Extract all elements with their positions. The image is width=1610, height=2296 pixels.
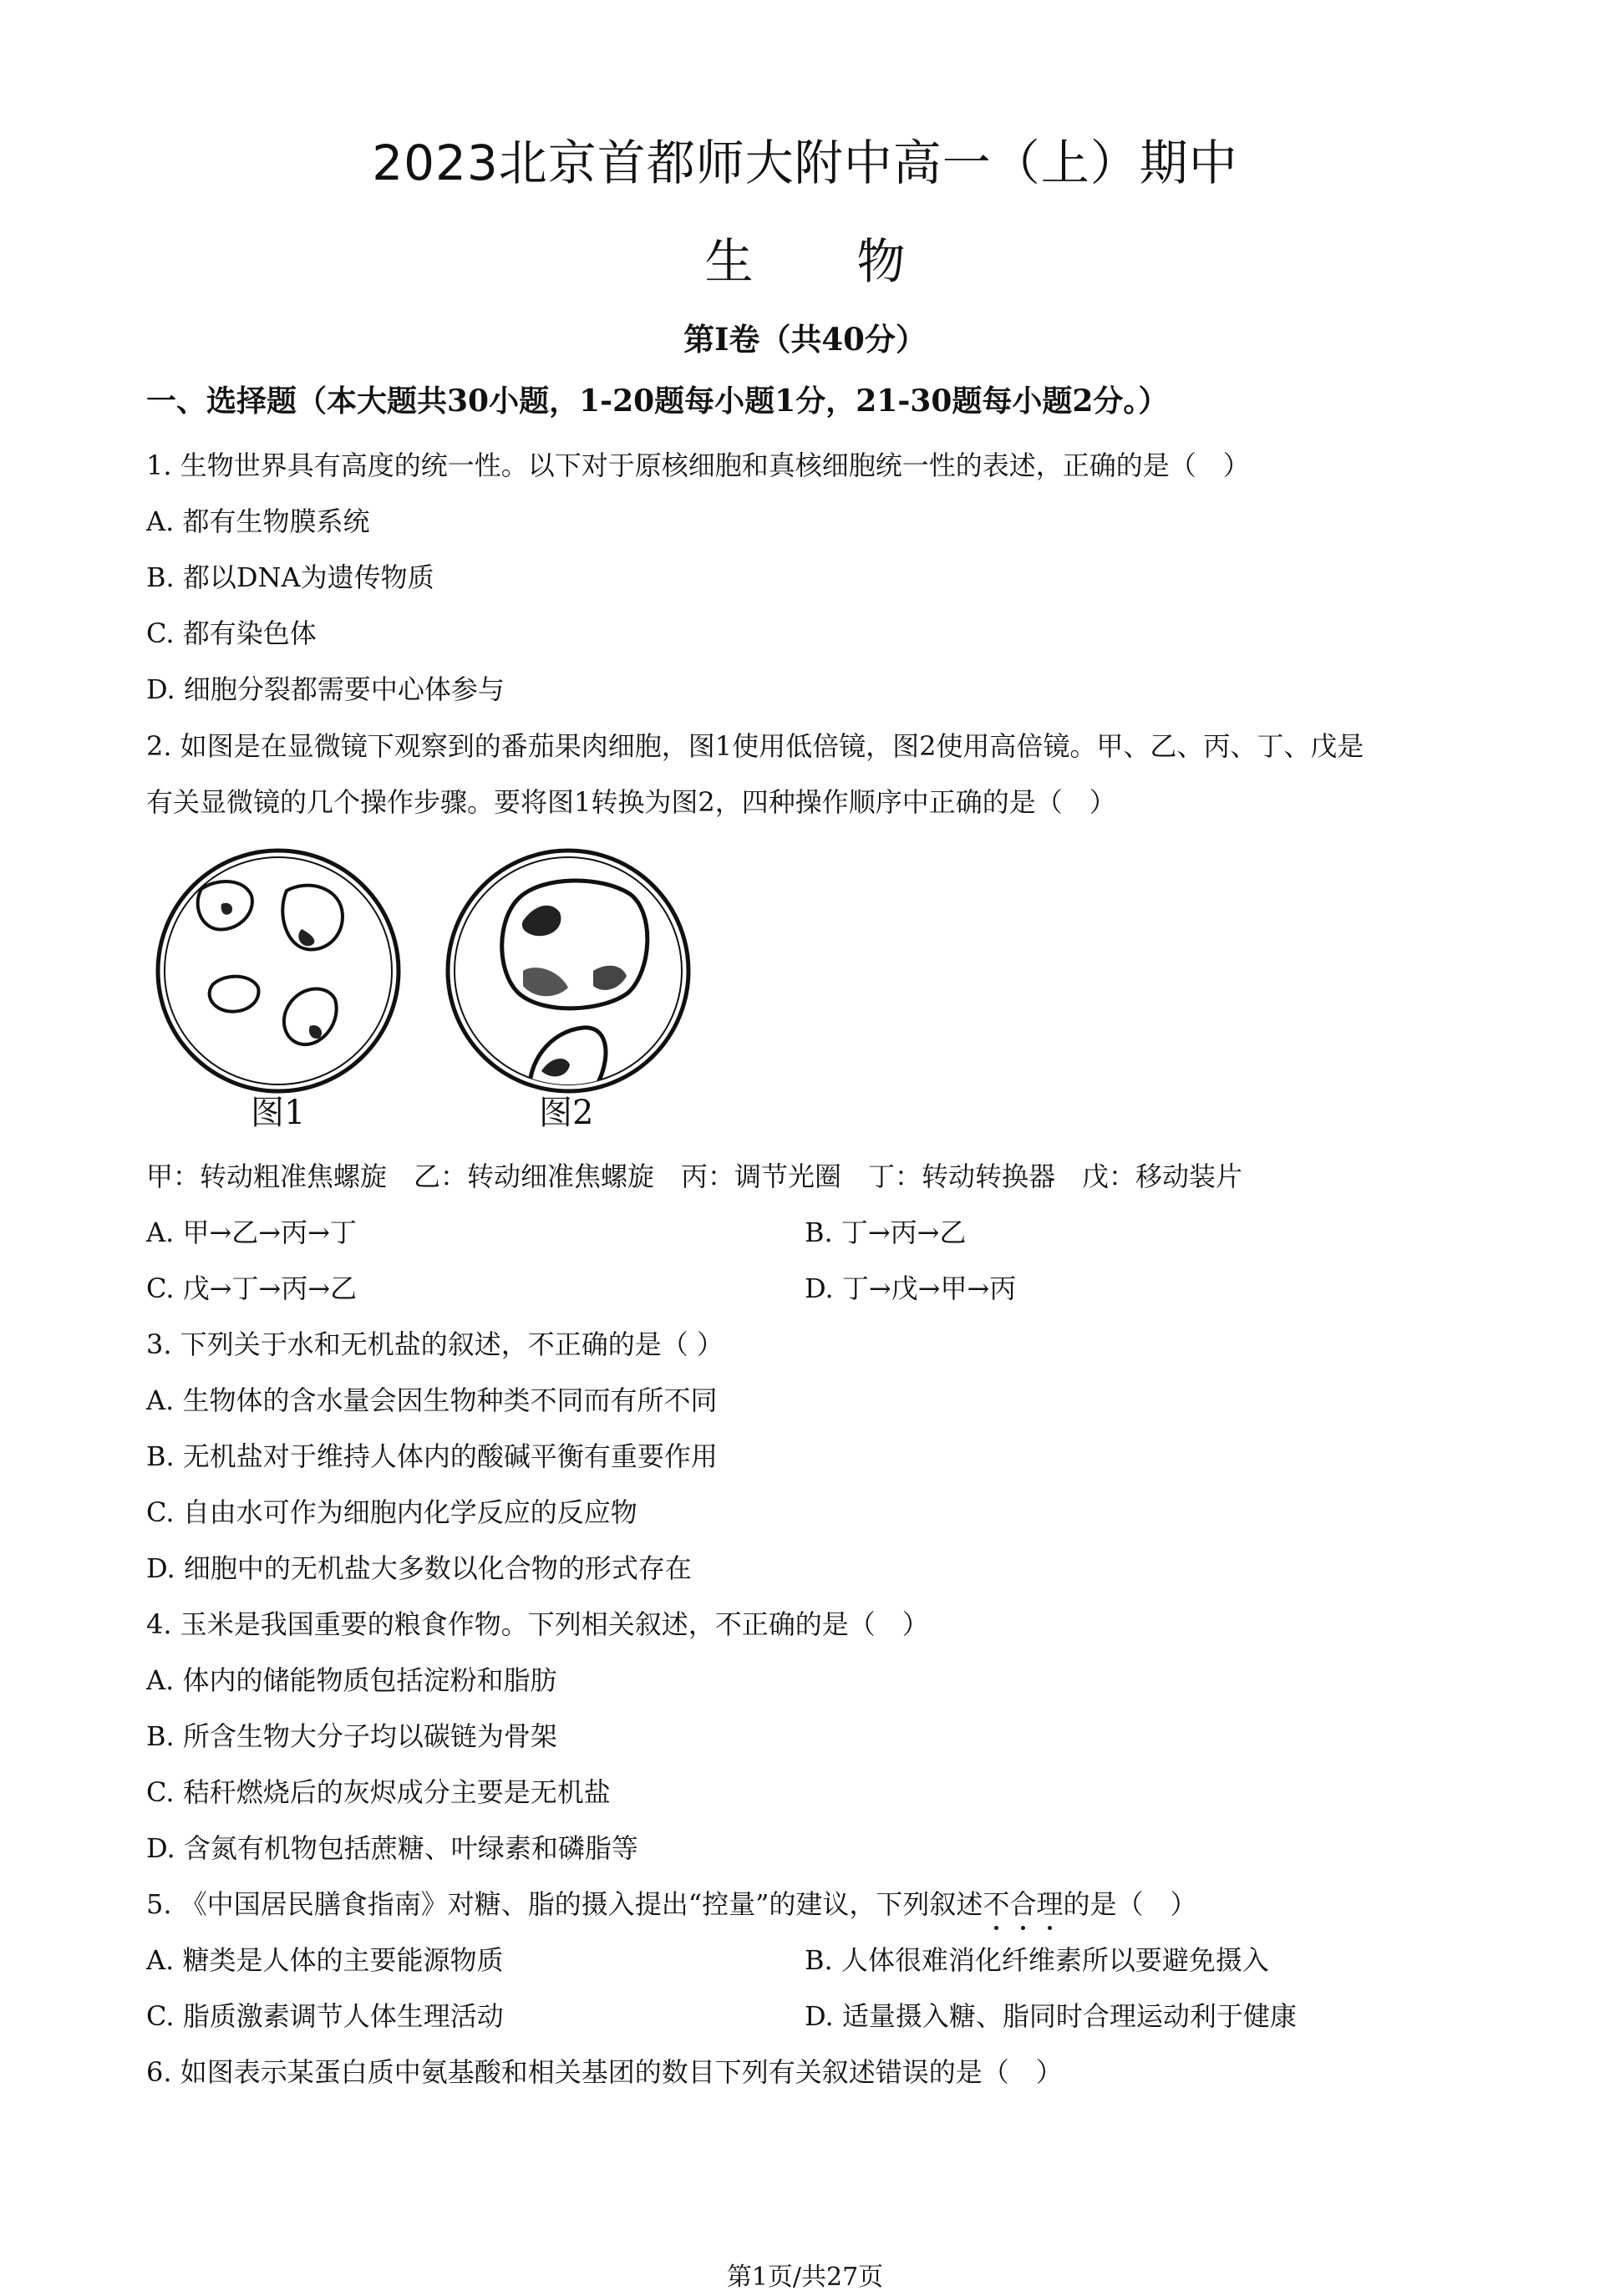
question-2-stem-line-1: 2. 如图是在显微镜下观察到的番茄果肉细胞，图1使用低倍镜，图2使用高倍镜。甲、乙、丙、丁、戊是 (146, 730, 1364, 762)
page-footer: 第1页/共27页 (726, 2263, 884, 2292)
question-5-stem-end: 的是（ ） (1063, 1888, 1197, 1920)
question-5-stem (146, 1883, 1197, 1922)
emphasis-char: 理 (1036, 1888, 1063, 1920)
section-title: 第Ⅰ卷（共40分） (683, 321, 927, 358)
figure-2-high-power-view (443, 846, 693, 1096)
question-4-option-d: D. 含氮有机物包括蔗糖、叶绿素和磷脂等 (146, 1832, 638, 1864)
question-1-option-d: D. 细胞分裂都需要中心体参与 (146, 673, 505, 705)
part-heading: 一、选择题（本大题共30小题，1-20题每小题1分，21-30题每小题2分。） (146, 384, 1169, 419)
question-1-option-c: C. 都有染色体 (146, 617, 317, 649)
question-4-stem: 4. 玉米是我国重要的粮食作物。下列相关叙述，不正确的是（ ） (146, 1608, 929, 1640)
emphasis-char: 不 (983, 1888, 1009, 1920)
question-1-option-a: A. 都有生物膜系统 (146, 505, 370, 537)
question-4-option-a: A. 体内的储能物质包括淀粉和脂肪 (146, 1664, 557, 1696)
question-2-option-a: A. 甲→乙→丙→丁 (146, 1217, 357, 1248)
question-5-option-c: C. 脂质激素调节人体生理活动 (146, 2000, 504, 2032)
subject-char: 物 (856, 233, 906, 290)
question-5-option-d: D. 适量摄入糖、脂同时合理运动利于健康 (805, 2000, 1297, 2032)
question-2-option-d: D. 丁→戊→甲→丙 (805, 1272, 1017, 1304)
subject-char: 生 (704, 233, 754, 290)
question-2-steps: 甲：转动粗准焦螺旋 乙：转动细准焦螺旋 丙：调节光圈 丁：转动转换器 戊：移动装片 (146, 1161, 1243, 1192)
question-3-option-c: C. 自由水可作为细胞内化学反应的反应物 (146, 1496, 637, 1528)
figure-1-label: 图1 (251, 1094, 306, 1132)
question-2-option-c: C. 戊→丁→丙→乙 (146, 1272, 358, 1304)
question-5-option-a: A. 糖类是人体的主要能源物质 (146, 1944, 504, 1976)
figure-1-low-power-view (153, 846, 404, 1096)
figure-2-label: 图2 (539, 1094, 594, 1132)
question-6-stem: 6. 如图表示某蛋白质中氨基酸和相关基团的数目下列有关叙述错误的是（ ） (146, 2056, 1063, 2088)
question-5-option-b: B. 人体很难消化纤维素所以要避免摄入 (805, 1944, 1269, 1976)
emphasis-char: 合 (1009, 1888, 1036, 1920)
question-3-option-d: D. 细胞中的无机盐大多数以化合物的形式存在 (146, 1552, 692, 1584)
question-4-option-c: C. 秸秆燃烧后的灰烬成分主要是无机盐 (146, 1776, 611, 1808)
question-3-option-b: B. 无机盐对于维持人体内的酸碱平衡有重要作用 (146, 1440, 718, 1472)
exam-title: 2023北京首都师大附中高一（上）期中 (372, 135, 1238, 191)
question-3-option-a: A. 生物体的含水量会因生物种类不同而有所不同 (146, 1384, 718, 1416)
question-4-option-b: B. 所含生物大分子均以碳链为骨架 (146, 1720, 557, 1752)
question-5-stem-start: 5. 《中国居民膳食指南》对糖、脂的摄入提出“控量”的建议，下列叙述 (146, 1888, 983, 1920)
question-1-stem: 1. 生物世界具有高度的统一性。以下对于原核细胞和真核细胞统一性的表述，正确的是（ ） (146, 450, 1250, 481)
question-3-stem: 3. 下列关于水和无机盐的叙述，不正确的是（ ） (146, 1328, 724, 1360)
question-2-stem-line-2: 有关显微镜的几个操作步骤。要将图1转换为图2，四种操作顺序中正确的是（ ） (146, 786, 1116, 818)
question-2-option-b: B. 丁→丙→乙 (805, 1217, 967, 1248)
subject-title (0, 222, 1610, 292)
question-1-option-b: B. 都以DNA为遗传物质 (146, 561, 434, 593)
